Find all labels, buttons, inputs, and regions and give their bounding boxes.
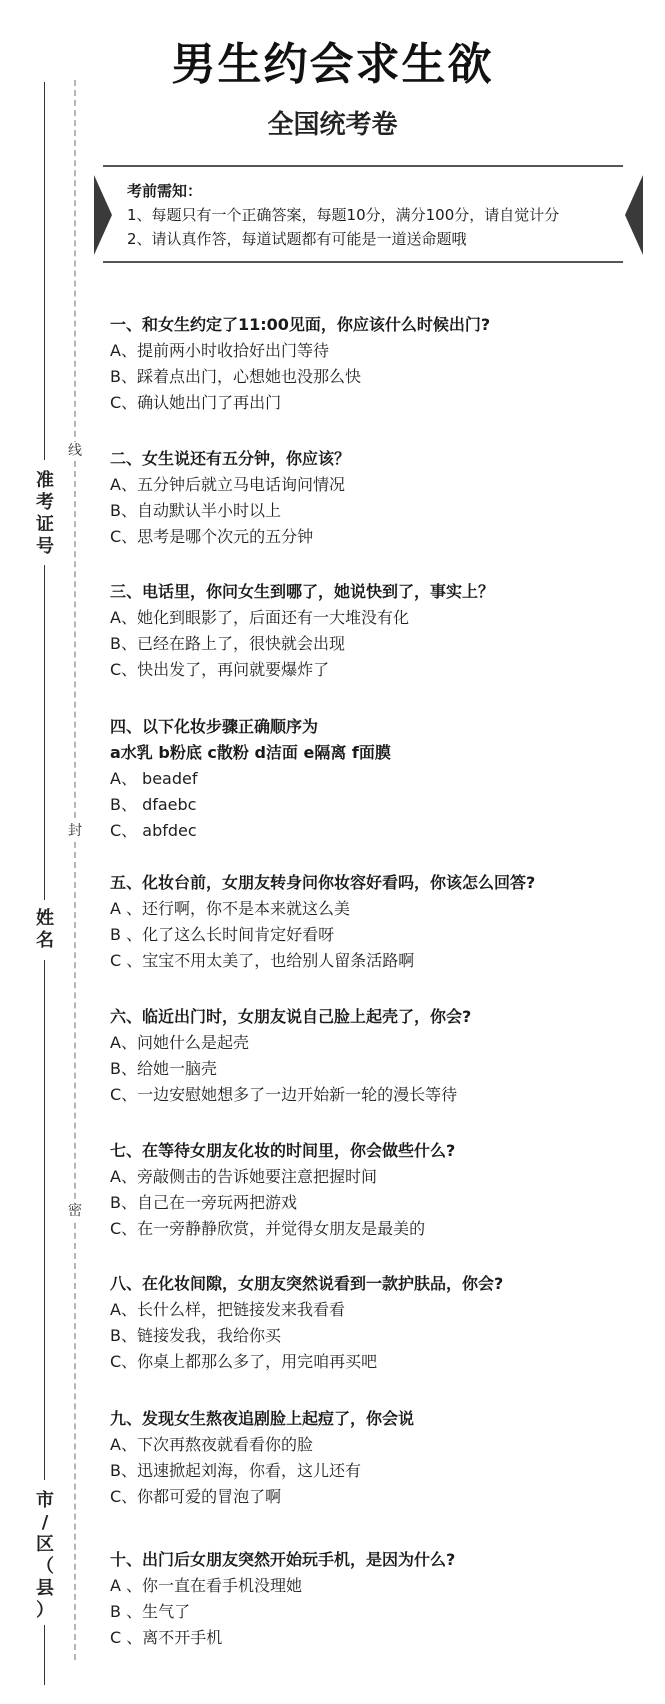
option-a: A、下次再熬夜就看看你的脸 <box>110 1435 313 1454</box>
option-c: C、确认她出门了再出门 <box>110 393 282 412</box>
option-a: A、提前两小时收拾好出门等待 <box>110 341 329 360</box>
question-title: 二、女生说还有五分钟，你应该？ <box>110 449 351 468</box>
question-10 <box>110 1547 650 1651</box>
exam-notice <box>103 165 623 263</box>
notice-line-2: 2、请认真作答，每道试题都有可能是一道送命题哦 <box>127 230 467 248</box>
option-c: C、在一旁静静欣赏，并觉得女朋友是最美的 <box>110 1219 426 1238</box>
option-c: C 、宝宝不用太美了，也给别人留条活路啊 <box>110 951 415 970</box>
exam-id-label <box>32 470 58 558</box>
option-b: B、迅速掀起刘海，你看，这儿还有 <box>110 1461 361 1480</box>
binding-line <box>44 565 45 900</box>
question-3 <box>110 579 650 683</box>
option-c: C、快出发了，再问就要爆炸了 <box>110 660 330 679</box>
option-c: C、你都可爱的冒泡了啊 <box>110 1487 282 1506</box>
question-8 <box>110 1271 650 1375</box>
option-b: B 、化了这么长时间肯定好看呀 <box>110 925 335 944</box>
question-9 <box>110 1406 650 1510</box>
option-a: A、她化到眼影了，后面还有一大堆没有化 <box>110 608 409 627</box>
option-c: C、 abfdec <box>110 821 197 840</box>
option-b: B 、生气了 <box>110 1602 191 1621</box>
seal-mark-line: 线 <box>68 443 82 459</box>
binding-line <box>44 1625 45 1685</box>
question-1 <box>110 312 650 416</box>
question-title: 八、在化妆间隙，女朋友突然说看到一款护肤品，你会? <box>110 1274 504 1293</box>
seal-mark-seal: 封 <box>68 823 82 839</box>
name-text: 姓 名 <box>36 908 54 951</box>
seal-mark-secret: 密 <box>68 1203 82 1219</box>
page-subtitle: 全国统考卷 <box>267 110 398 140</box>
option-b: B、自动默认半小时以上 <box>110 501 281 520</box>
name-label <box>32 908 58 952</box>
option-a: A、旁敲侧击的告诉她要注意把握时间 <box>110 1167 377 1186</box>
question-2 <box>110 446 650 550</box>
option-a: A、 beadef <box>110 769 198 788</box>
option-b: B、自己在一旁玩两把游戏 <box>110 1193 297 1212</box>
notice-right-arrow <box>625 175 643 255</box>
seal-dashed-line <box>74 80 76 1660</box>
question-title: 六、临近出门时，女朋友说自己脸上起壳了，你会? <box>110 1007 472 1026</box>
notice-heading: 考前需知： <box>127 182 203 200</box>
city-label <box>32 1490 58 1622</box>
page-title: 男生约会求生欲 <box>171 39 494 90</box>
notice-line-1: 1、每题只有一个正确答案，每题10分，满分100分，请自觉计分 <box>127 206 560 224</box>
option-c: C、一边安慰她想多了一边开始新一轮的漫长等待 <box>110 1085 458 1104</box>
option-b: B、给她一脑壳 <box>110 1059 217 1078</box>
option-a: A 、还行啊，你不是本来就这么美 <box>110 899 351 918</box>
option-b: B、已经在路上了，很快就会出现 <box>110 634 345 653</box>
makeup-steps: a水乳 b粉底 c散粉 d洁面 e隔离 f面膜 <box>110 743 391 762</box>
question-title: 九、发现女生熬夜追剧脸上起痘了，你会说 <box>110 1409 415 1428</box>
question-title: 四、以下化妆步骤正确顺序为 <box>110 717 319 736</box>
city-text: 市 / 区 （ 县 ） <box>36 1490 54 1621</box>
option-c: C 、离不开手机 <box>110 1628 223 1647</box>
option-b: B、链接发我，我给你买 <box>110 1326 281 1345</box>
question-4 <box>110 714 650 844</box>
option-c: C、你桌上都那么多了，用完咱再买吧 <box>110 1352 378 1371</box>
option-b: B、 dfaebc <box>110 795 197 814</box>
option-a: A 、你一直在看手机没理她 <box>110 1576 303 1595</box>
binding-line <box>44 960 45 1480</box>
question-title: 十、出门后女朋友突然开始玩手机，是因为什么? <box>110 1550 456 1569</box>
option-c: C、思考是哪个次元的五分钟 <box>110 527 314 546</box>
question-title: 七、在等待女朋友化妆的时间里，你会做些什么? <box>110 1141 456 1160</box>
question-7 <box>110 1138 650 1242</box>
option-a: A、长什么样，把链接发来我看看 <box>110 1300 345 1319</box>
question-5 <box>110 870 650 974</box>
question-6 <box>110 1004 650 1108</box>
option-a: A、五分钟后就立马电话询问情况 <box>110 475 345 494</box>
question-title: 三、电话里，你问女生到哪了，她说快到了，事实上？ <box>110 582 495 601</box>
question-title: 一、和女生约定了11:00见面，你应该什么时候出门? <box>110 315 491 334</box>
binding-line <box>44 82 45 460</box>
question-title: 五、化妆台前，女朋友转身问你妆容好看吗，你该怎么回答? <box>110 873 536 892</box>
option-b: B、踩着点出门，心想她也没那么快 <box>110 367 361 386</box>
exam-id-text: 准 考 证 号 <box>36 470 54 557</box>
option-a: A、问她什么是起壳 <box>110 1033 249 1052</box>
